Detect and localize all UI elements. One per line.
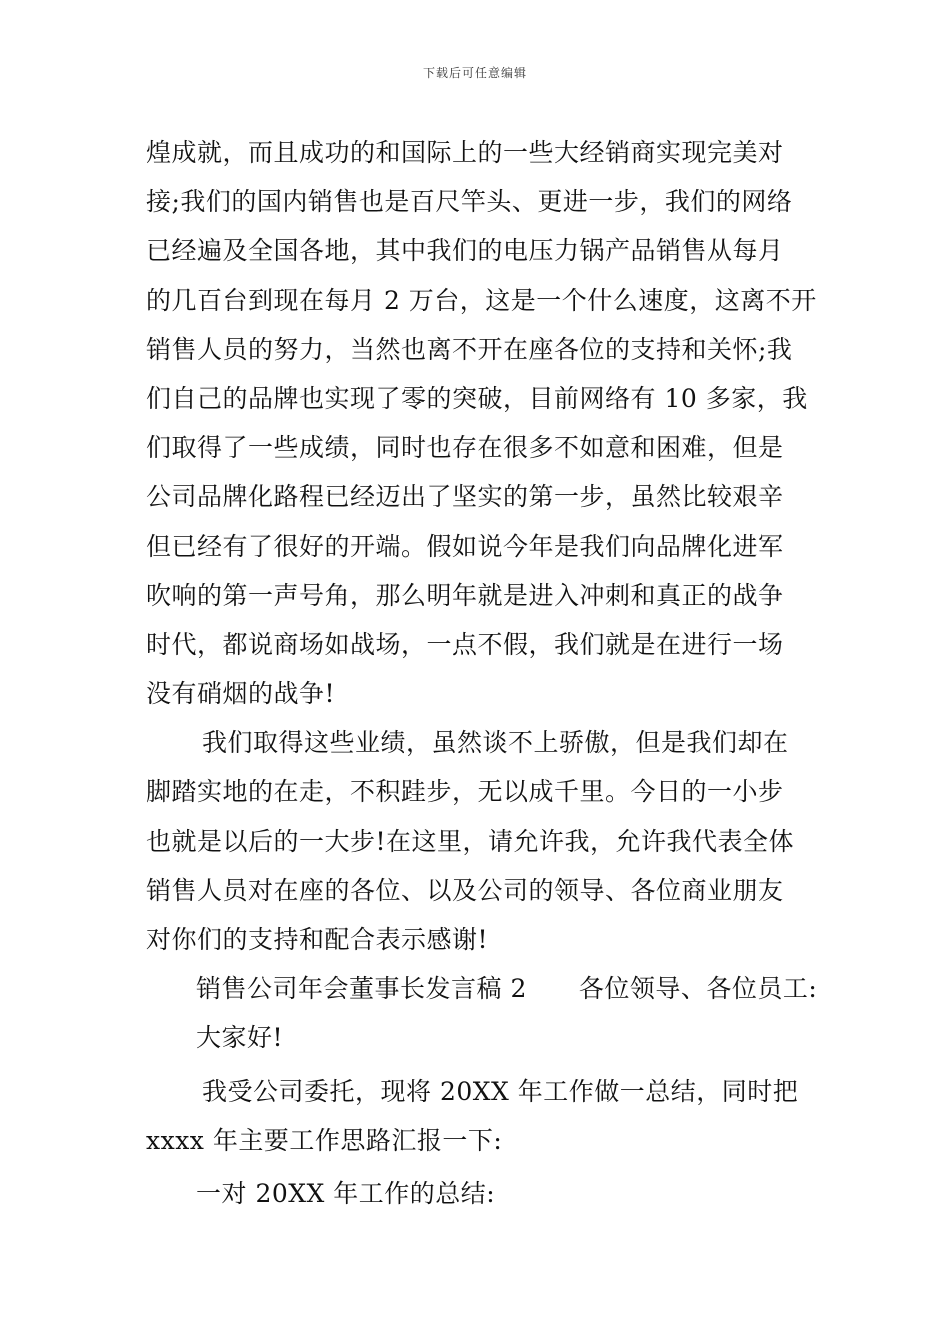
document-body bbox=[146, 128, 818, 1218]
text-line: 们取得了一些成绩，同时也存在很多不如意和困难，但是 bbox=[146, 433, 784, 463]
speech-greeting: 大家好! bbox=[196, 1023, 284, 1053]
paragraph-2 bbox=[146, 718, 810, 964]
paragraph-3 bbox=[146, 1067, 810, 1165]
paragraph-1 bbox=[146, 128, 817, 718]
text-line: 但已经有了很好的开端。假如说今年是我们向品牌化进军 bbox=[146, 531, 784, 561]
text-line: 公司品牌化路程已经迈出了坚实的第一步，虽然比较艰辛 bbox=[146, 482, 784, 512]
text-line: 们自己的品牌也实现了零的突破，目前网络有 10 多家，我 bbox=[146, 383, 808, 413]
speech-title: 销售公司年会董事长发言稿 2 bbox=[196, 974, 527, 1004]
text-line: 吹响的第一声号角，那么明年就是进入冲刺和真正的战争 bbox=[146, 580, 784, 610]
page-header: 下载后可任意编辑 bbox=[422, 66, 527, 80]
text-line: xxxx 年主要工作思路汇报一下: bbox=[146, 1125, 503, 1155]
text-line: 我受公司委托，现将 20XX 年工作做一总结，同时把 bbox=[202, 1076, 799, 1106]
speech-title-line bbox=[146, 964, 818, 1013]
text-line: 的几百台到现在每月 2 万台，这是一个什么速度，这离不开 bbox=[146, 285, 817, 315]
section-heading: 一对 20XX 年工作的总结: bbox=[196, 1178, 496, 1208]
text-line: 我们取得这些业绩，虽然谈不上骄傲，但是我们却在 bbox=[202, 728, 789, 758]
text-line: 煌成就，而且成功的和国际上的一些大经销商实现完美对 bbox=[146, 138, 784, 167]
text-line: 脚踏实地的在走，不积跬步，无以成千里。今日的一小步 bbox=[146, 777, 784, 807]
text-line: 没有硝烟的战争! bbox=[146, 679, 336, 709]
text-line: 接;我们的国内销售也是百尺竿头、更进一步，我们的网络 bbox=[146, 187, 793, 217]
text-line: 对你们的支持和配合表示感谢! bbox=[146, 925, 489, 954]
text-line: 已经遍及全国各地，其中我们的电压力锅产品销售从每月 bbox=[146, 236, 784, 266]
text-line: 销售人员的努力，当然也离不开在座各位的支持和关怀;我 bbox=[146, 334, 793, 364]
text-line: 也就是以后的一大步!在这里，请允许我，允许我代表全体 bbox=[146, 826, 795, 856]
text-line: 时代，都说商场如战场，一点不假，我们就是在进行一场 bbox=[146, 629, 784, 659]
text-line: 销售人员对在座的各位、以及公司的领导、各位商业朋友 bbox=[146, 875, 784, 905]
speech-salutation: 各位领导、各位员工: bbox=[578, 974, 818, 1004]
